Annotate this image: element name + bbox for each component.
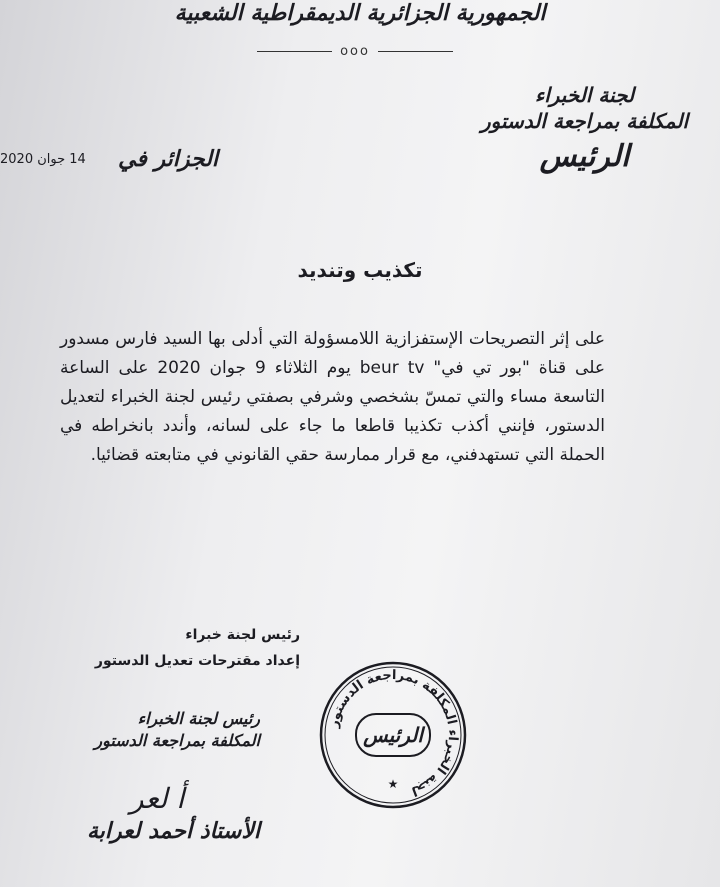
president-label: الرئيس xyxy=(539,139,630,174)
letter-date: 14 جوان 2020 xyxy=(0,152,86,167)
committee-mission: المكلفة بمراجعة الدستور xyxy=(480,109,688,133)
header-ornament xyxy=(235,44,475,59)
official-stamp xyxy=(318,660,468,810)
signatory-title-line1: رئيس لجنة خبراء xyxy=(185,627,300,643)
signatory-title-line2: إعداد مقترحات تعديل الدستور xyxy=(94,653,300,669)
handwritten-title-line2: المكلفة بمراجعة الدستور xyxy=(94,731,260,750)
republic-header: الجمهورية الجزائرية الديمقراطية الشعبية xyxy=(174,0,546,26)
stamp-center-text: الرئيس xyxy=(363,723,423,747)
signatory-name: الأستاذ أحمد لعرابة xyxy=(86,818,260,844)
stamp-star-icon: ★ xyxy=(387,777,399,791)
handwritten-signature-block xyxy=(60,708,260,752)
ornament-line-left xyxy=(257,51,332,52)
signature-initials: أ لعر xyxy=(130,782,185,815)
document-title: تكذيب وتنديد xyxy=(297,258,423,282)
committee-header xyxy=(481,82,688,180)
stamp-outer-text: لجنة الخبراء المكلفة بمراجعة الدستور xyxy=(326,667,461,799)
handwritten-title-line1: رئيس لجنة الخبراء xyxy=(137,709,260,728)
document-body: على إثر التصريحات الإستفزازية اللامسؤولة التي أدلى بها السيد فارس مسدور على قناة "بور تي في" beur tv يوم الثلاثاء 9 جوان 2020 على الساعة التاسعة مساء والتي تمسّ بشخصي وشرفي بصفتي رئيس لجنة الخبراء لتعديل الدستور، فإنني أكذب تكذيبا قاطعا ما جاء على لسانه، وأندد بانخراطه في الحملة التي تستهدفني، مع قرار ممارسة حقي القانوني في متابعته قضائيا. xyxy=(60,329,605,465)
ornament-line-right xyxy=(378,51,453,52)
signatory-title xyxy=(70,622,300,674)
ornament-circles: ooo xyxy=(340,44,370,59)
committee-name: لجنة الخبراء xyxy=(534,83,635,107)
letter-place: الجزائر في xyxy=(118,146,219,172)
